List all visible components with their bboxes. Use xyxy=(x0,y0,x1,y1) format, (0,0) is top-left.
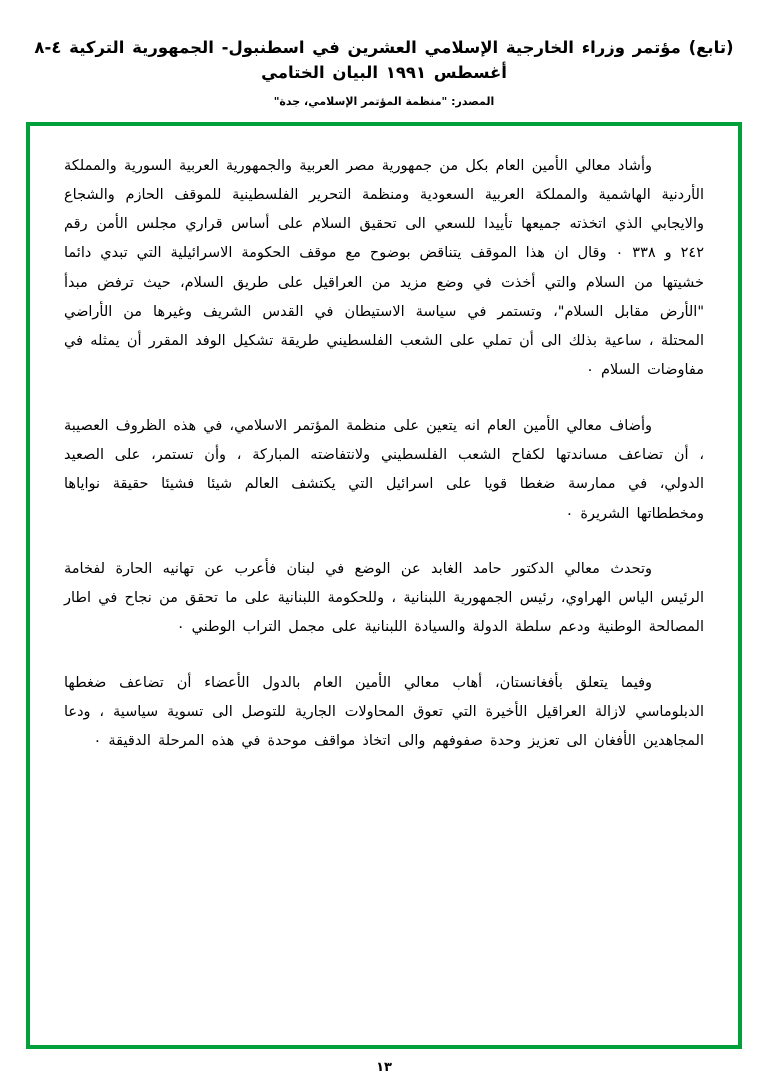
body-paragraph-3 xyxy=(64,555,704,643)
document-header xyxy=(26,36,742,122)
page-footer xyxy=(26,1049,742,1075)
body-paragraph-2 xyxy=(64,412,704,529)
body-paragraph-1 xyxy=(64,152,704,386)
bordered-content-frame xyxy=(26,122,742,1050)
paragraph-text: وتحدث معالي الدكتور حامد الغابد عن الوضع في لبنان فأعرب عن تهانيه الحارة لفخامة الرئيس الياس الهراوي، رئيس الجمهورية اللبنانية ، وللحكومة اللبنانية على ما تحقق من نجاح في اطار المصالحة الوطنية ودعم سلطة الدولة والسيادة اللبنانية على مجمل التراب الوطني ٠ xyxy=(64,560,704,636)
paragraph-text: وأشاد معالي الأمين العام بكل من جمهورية مصر العربية والجمهورية العربية السورية والمملكة الأردنية الهاشمية والمملكة العربية السعودية ومنظمة التحرير الفلسطينية للموقف الحازم والشجاع والايجابي الذي اتخذته جميعها تأييدا للسعي الى تحقيق السلام على أساس قراري مجلس الأمن رقم ٢٤٢ و ٣٣٨ ٠ وقال ان هذا الموقف يتناقض بوضوح مع موقف الحكومة الاسرائيلية التي تبدي دائما خشيتها من السلام والتي أخذت في وضع مزيد من العراقيل على طريق السلام، حيث ترفض مبدأ "الأرض مقابل السلام"، وتستمر في سياسة الاستيطان في القدس الشريف وغيرها من الأراضي المحتلة ، ساعية بذلك الى أن تملي على الشعب الفلسطيني طريقة تشكيل الوفد المقرر أن يمثله في مفاوضات السلام ٠ xyxy=(64,157,705,379)
paragraph-text: وفيما يتعلق بأفغانستان، أهاب معالي الأمين العام بالدول الأعضاء أن تضاعف ضغطها الدبلوماسي لازالة العراقيل الأخيرة التي تعوق المحاولات الجارية للتوصل الى تسوية سياسية ، ودعا المجاهدين الأفغان الى تعزيز وحدة صفوفهم والى اتخاذ مواقف موحدة في هذه المرحلة الدقيقة ٠ xyxy=(64,674,704,750)
source-line: المصدر: "منظمة المؤتمر الإسلامي، جدة" xyxy=(273,94,495,108)
page-title: (تابع) مؤتمر وزراء الخارجية الإسلامي العشرين في اسطنبول- الجمهورية التركية ٤-٨ أغسطس ١٩٩١ البيان الختامي xyxy=(34,38,734,82)
body-paragraph-4 xyxy=(64,669,704,757)
page-number: ١٣ xyxy=(376,1060,392,1075)
paragraph-text: وأضاف معالي الأمين العام انه يتعين على منظمة المؤتمر الاسلامي، في هذه الظروف العصيبة ، أن تضاعف مساندتها لكفاح الشعب الفلسطيني ولانتفاضته المباركة ، وأن تستمر، على الصعيد الدولي، في ممارسة ضغطا قويا على اسرائيل التي يكتشف العالم شيئا فشيئا حقيقة نواياها ومخططاتها الشريرة ٠ xyxy=(64,417,704,522)
